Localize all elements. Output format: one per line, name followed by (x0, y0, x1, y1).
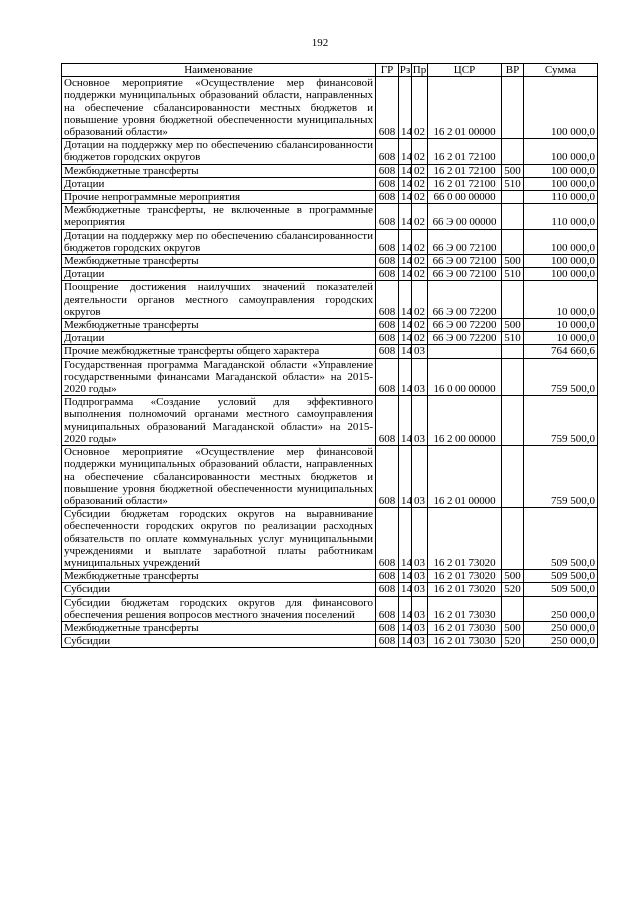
row-sum-cell: 110 000,0 (524, 204, 598, 229)
row-rz-cell: 14 (399, 621, 412, 634)
row-sum-cell: 250 000,0 (524, 596, 598, 621)
row-vr-cell: 510 (502, 268, 524, 281)
table-row (62, 255, 598, 268)
row-csr-cell: 16 2 01 72100 (428, 177, 502, 190)
row-name-cell: Межбюджетные трансферты (62, 255, 376, 268)
row-csr-cell: 16 2 01 73030 (428, 635, 502, 648)
header-sum: Сумма (524, 64, 598, 77)
row-csr-cell: 66 Э 00 00000 (428, 204, 502, 229)
table-row (62, 508, 598, 570)
row-name-cell: Прочие непрограммные мероприятия (62, 191, 376, 204)
table-row (62, 319, 598, 332)
row-name-cell: Межбюджетные трансферты (62, 570, 376, 583)
row-name-cell: Дотации (62, 332, 376, 345)
row-csr-cell: 16 2 01 73020 (428, 583, 502, 596)
header-name: Наименование (62, 64, 376, 77)
row-pr-cell: 02 (412, 268, 428, 281)
row-pr-cell: 03 (412, 396, 428, 446)
header-gr: ГР (376, 64, 399, 77)
row-csr-cell: 16 2 01 73020 (428, 570, 502, 583)
row-sum-cell: 509 500,0 (524, 508, 598, 570)
row-gr-cell: 608 (376, 229, 399, 254)
row-name-cell: Межбюджетные трансферты (62, 164, 376, 177)
row-pr-cell: 02 (412, 139, 428, 164)
row-name-cell: Межбюджетные трансферты (62, 621, 376, 634)
row-rz-cell: 14 (399, 139, 412, 164)
row-name-cell: Межбюджетные трансферты, не включенные в программные мероприятия (62, 204, 376, 229)
row-csr-cell: 16 2 01 72100 (428, 164, 502, 177)
header-vr: ВР (502, 64, 524, 77)
page-number: 192 (311, 37, 329, 49)
row-sum-cell: 509 500,0 (524, 583, 598, 596)
table-row (62, 229, 598, 254)
row-sum-cell: 100 000,0 (524, 268, 598, 281)
table-row (62, 621, 598, 634)
table-row (62, 191, 598, 204)
row-sum-cell: 250 000,0 (524, 621, 598, 634)
row-vr-cell (502, 139, 524, 164)
header-rz: Рз (399, 64, 411, 76)
row-rz-cell: 14 (399, 229, 412, 254)
row-rz-cell: 14 (399, 635, 412, 648)
row-gr-cell: 608 (376, 268, 399, 281)
row-rz-cell: 14 (399, 396, 412, 446)
row-sum-cell: 759 500,0 (524, 396, 598, 446)
row-gr-cell: 608 (376, 77, 399, 139)
row-vr-cell (502, 446, 524, 508)
row-pr-cell: 02 (412, 177, 428, 190)
row-name-cell: Субсидии бюджетам городских округов на выравнивание обеспеченности городских округов по реализации расходных обязательств по оплате коммунальных услуг муниципальными учреждениями и выплате заработной платы работникам муниципальных учреждений (62, 508, 376, 570)
row-name-cell: Дотации (62, 177, 376, 190)
row-sum-cell: 110 000,0 (524, 191, 598, 204)
row-sum-cell: 759 500,0 (524, 446, 598, 508)
row-csr-cell: 66 Э 00 72100 (428, 229, 502, 254)
row-pr-cell: 03 (412, 508, 428, 570)
row-pr-cell: 02 (412, 229, 428, 254)
row-gr-cell: 608 (376, 583, 399, 596)
table-row (62, 596, 598, 621)
row-vr-cell: 500 (502, 621, 524, 634)
row-pr-cell: 03 (412, 446, 428, 508)
table-row (62, 204, 598, 229)
row-sum-cell: 100 000,0 (524, 255, 598, 268)
row-csr-cell: 16 2 01 00000 (428, 77, 502, 139)
row-sum-cell: 10 000,0 (524, 281, 598, 319)
row-pr-cell: 03 (412, 635, 428, 648)
row-vr-cell: 500 (502, 570, 524, 583)
table-row (62, 268, 598, 281)
row-vr-cell: 500 (502, 319, 524, 332)
row-rz-cell: 14 (399, 345, 412, 358)
table-row (62, 358, 598, 396)
row-sum-cell: 100 000,0 (524, 229, 598, 254)
row-rz-cell: 14 (399, 583, 412, 596)
row-vr-cell: 520 (502, 635, 524, 648)
row-vr-cell (502, 396, 524, 446)
row-rz-cell: 14 (399, 255, 412, 268)
row-rz-cell: 14 (399, 332, 412, 345)
row-sum-cell: 100 000,0 (524, 139, 598, 164)
table-header-row (62, 64, 598, 77)
row-csr-cell: 16 2 01 00000 (428, 446, 502, 508)
row-pr-cell: 02 (412, 191, 428, 204)
row-vr-cell: 500 (502, 255, 524, 268)
row-rz-cell: 14 (399, 281, 412, 319)
row-rz-cell: 14 (399, 164, 412, 177)
row-vr-cell: 500 (502, 164, 524, 177)
row-rz-cell: 14 (399, 508, 412, 570)
row-csr-cell: 66 Э 00 72200 (428, 319, 502, 332)
row-gr-cell: 608 (376, 446, 399, 508)
row-gr-cell: 608 (376, 139, 399, 164)
row-sum-cell: 100 000,0 (524, 177, 598, 190)
row-rz-cell: 14 (399, 77, 412, 139)
row-name-cell: Основное мероприятие «Осуществление мер финансовой поддержки муниципальных образований области, направленных на обеспечение сбалансированности местных бюджетов и повышение уровня бюджетной обеспеченности муниципальных образований области» (62, 446, 376, 508)
row-pr-cell: 03 (412, 570, 428, 583)
row-vr-cell: 510 (502, 177, 524, 190)
row-rz-cell: 14 (399, 358, 412, 396)
table-row (62, 396, 598, 446)
row-rz-cell: 14 (399, 204, 412, 229)
row-csr-cell (428, 345, 502, 358)
row-pr-cell: 02 (412, 281, 428, 319)
row-rz-cell: 14 (399, 446, 412, 508)
row-csr-cell: 66 Э 00 72200 (428, 281, 502, 319)
row-vr-cell: 510 (502, 332, 524, 345)
row-csr-cell: 16 2 01 73020 (428, 508, 502, 570)
row-pr-cell: 03 (412, 596, 428, 621)
row-name-cell: Основное мероприятие «Осуществление мер финансовой поддержки муниципальных образований области, направленных на обеспечение сбалансированности местных бюджетов и повышение уровня бюджетной обеспеченности муниципальных образований области» (62, 77, 376, 139)
row-gr-cell: 608 (376, 204, 399, 229)
row-rz-cell: 14 (399, 596, 412, 621)
row-vr-cell (502, 508, 524, 570)
row-csr-cell: 66 Э 00 72100 (428, 268, 502, 281)
row-name-cell: Субсидии (62, 635, 376, 648)
row-sum-cell: 100 000,0 (524, 164, 598, 177)
row-gr-cell: 608 (376, 255, 399, 268)
row-gr-cell: 608 (376, 621, 399, 634)
row-vr-cell (502, 229, 524, 254)
row-rz-cell: 14 (399, 268, 412, 281)
row-gr-cell: 608 (376, 635, 399, 648)
row-vr-cell (502, 345, 524, 358)
row-sum-cell: 764 660,6 (524, 345, 598, 358)
table-row (62, 332, 598, 345)
table-row (62, 570, 598, 583)
row-gr-cell: 608 (376, 191, 399, 204)
row-gr-cell: 608 (376, 570, 399, 583)
row-name-cell: Дотации (62, 268, 376, 281)
row-vr-cell (502, 204, 524, 229)
row-pr-cell: 02 (412, 332, 428, 345)
table-row (62, 446, 598, 508)
table-row (62, 635, 598, 648)
row-gr-cell: 608 (376, 332, 399, 345)
row-vr-cell (502, 596, 524, 621)
row-pr-cell: 02 (412, 164, 428, 177)
row-name-cell: Дотации на поддержку мер по обеспечению сбалансированности бюджетов городских округов (62, 139, 376, 164)
row-gr-cell: 608 (376, 396, 399, 446)
row-csr-cell: 16 2 01 73030 (428, 621, 502, 634)
row-sum-cell: 10 000,0 (524, 332, 598, 345)
row-pr-cell: 03 (412, 583, 428, 596)
row-sum-cell: 759 500,0 (524, 358, 598, 396)
row-csr-cell: 16 2 00 00000 (428, 396, 502, 446)
header-csr: ЦСР (428, 64, 502, 77)
table-row (62, 583, 598, 596)
row-csr-cell: 66 0 00 00000 (428, 191, 502, 204)
row-name-cell: Подпрограмма «Создание условий для эффективного выполнения полномочий органами местного самоуправления муниципальных образований Магаданской области» на 2015-2020 годы» (62, 396, 376, 446)
budget-table (61, 63, 598, 648)
row-pr-cell: 02 (412, 77, 428, 139)
row-name-cell: Государственная программа Магаданской области «Управление государственными финансами Магаданской области» на 2015-2020 годы» (62, 358, 376, 396)
row-name-cell: Поощрение достижения наилучших значений показателей деятельности органов местного самоуправления городских округов (62, 281, 376, 319)
row-name-cell: Прочие межбюджетные трансферты общего характера (62, 345, 376, 358)
row-vr-cell: 520 (502, 583, 524, 596)
row-gr-cell: 608 (376, 164, 399, 177)
row-rz-cell: 14 (399, 191, 412, 204)
row-pr-cell: 02 (412, 255, 428, 268)
header-pr: Пр (412, 64, 427, 76)
row-sum-cell: 509 500,0 (524, 570, 598, 583)
row-gr-cell: 608 (376, 319, 399, 332)
table-body (62, 77, 598, 648)
row-pr-cell: 03 (412, 621, 428, 634)
row-csr-cell: 16 2 01 73030 (428, 596, 502, 621)
row-pr-cell: 02 (412, 204, 428, 229)
row-gr-cell: 608 (376, 345, 399, 358)
table-row (62, 281, 598, 319)
row-name-cell: Субсидии бюджетам городских округов для финансового обеспечения решения вопросов местного значения поселений (62, 596, 376, 621)
table-row (62, 139, 598, 164)
table-row (62, 345, 598, 358)
row-vr-cell (502, 281, 524, 319)
row-rz-cell: 14 (399, 319, 412, 332)
row-name-cell: Субсидии (62, 583, 376, 596)
row-sum-cell: 100 000,0 (524, 77, 598, 139)
row-gr-cell: 608 (376, 281, 399, 319)
row-vr-cell (502, 358, 524, 396)
row-sum-cell: 250 000,0 (524, 635, 598, 648)
table-row (62, 177, 598, 190)
row-gr-cell: 608 (376, 508, 399, 570)
row-csr-cell: 66 Э 00 72100 (428, 255, 502, 268)
row-csr-cell: 16 2 01 72100 (428, 139, 502, 164)
row-gr-cell: 608 (376, 358, 399, 396)
row-vr-cell (502, 77, 524, 139)
row-rz-cell: 14 (399, 570, 412, 583)
row-name-cell: Межбюджетные трансферты (62, 319, 376, 332)
row-vr-cell (502, 191, 524, 204)
row-pr-cell: 03 (412, 358, 428, 396)
row-csr-cell: 66 Э 00 72200 (428, 332, 502, 345)
table-row (62, 77, 598, 139)
row-gr-cell: 608 (376, 177, 399, 190)
row-pr-cell: 03 (412, 345, 428, 358)
row-gr-cell: 608 (376, 596, 399, 621)
table-row (62, 164, 598, 177)
row-csr-cell: 16 0 00 00000 (428, 358, 502, 396)
row-pr-cell: 02 (412, 319, 428, 332)
row-sum-cell: 10 000,0 (524, 319, 598, 332)
row-name-cell: Дотации на поддержку мер по обеспечению сбалансированности бюджетов городских округов (62, 229, 376, 254)
row-rz-cell: 14 (399, 177, 412, 190)
